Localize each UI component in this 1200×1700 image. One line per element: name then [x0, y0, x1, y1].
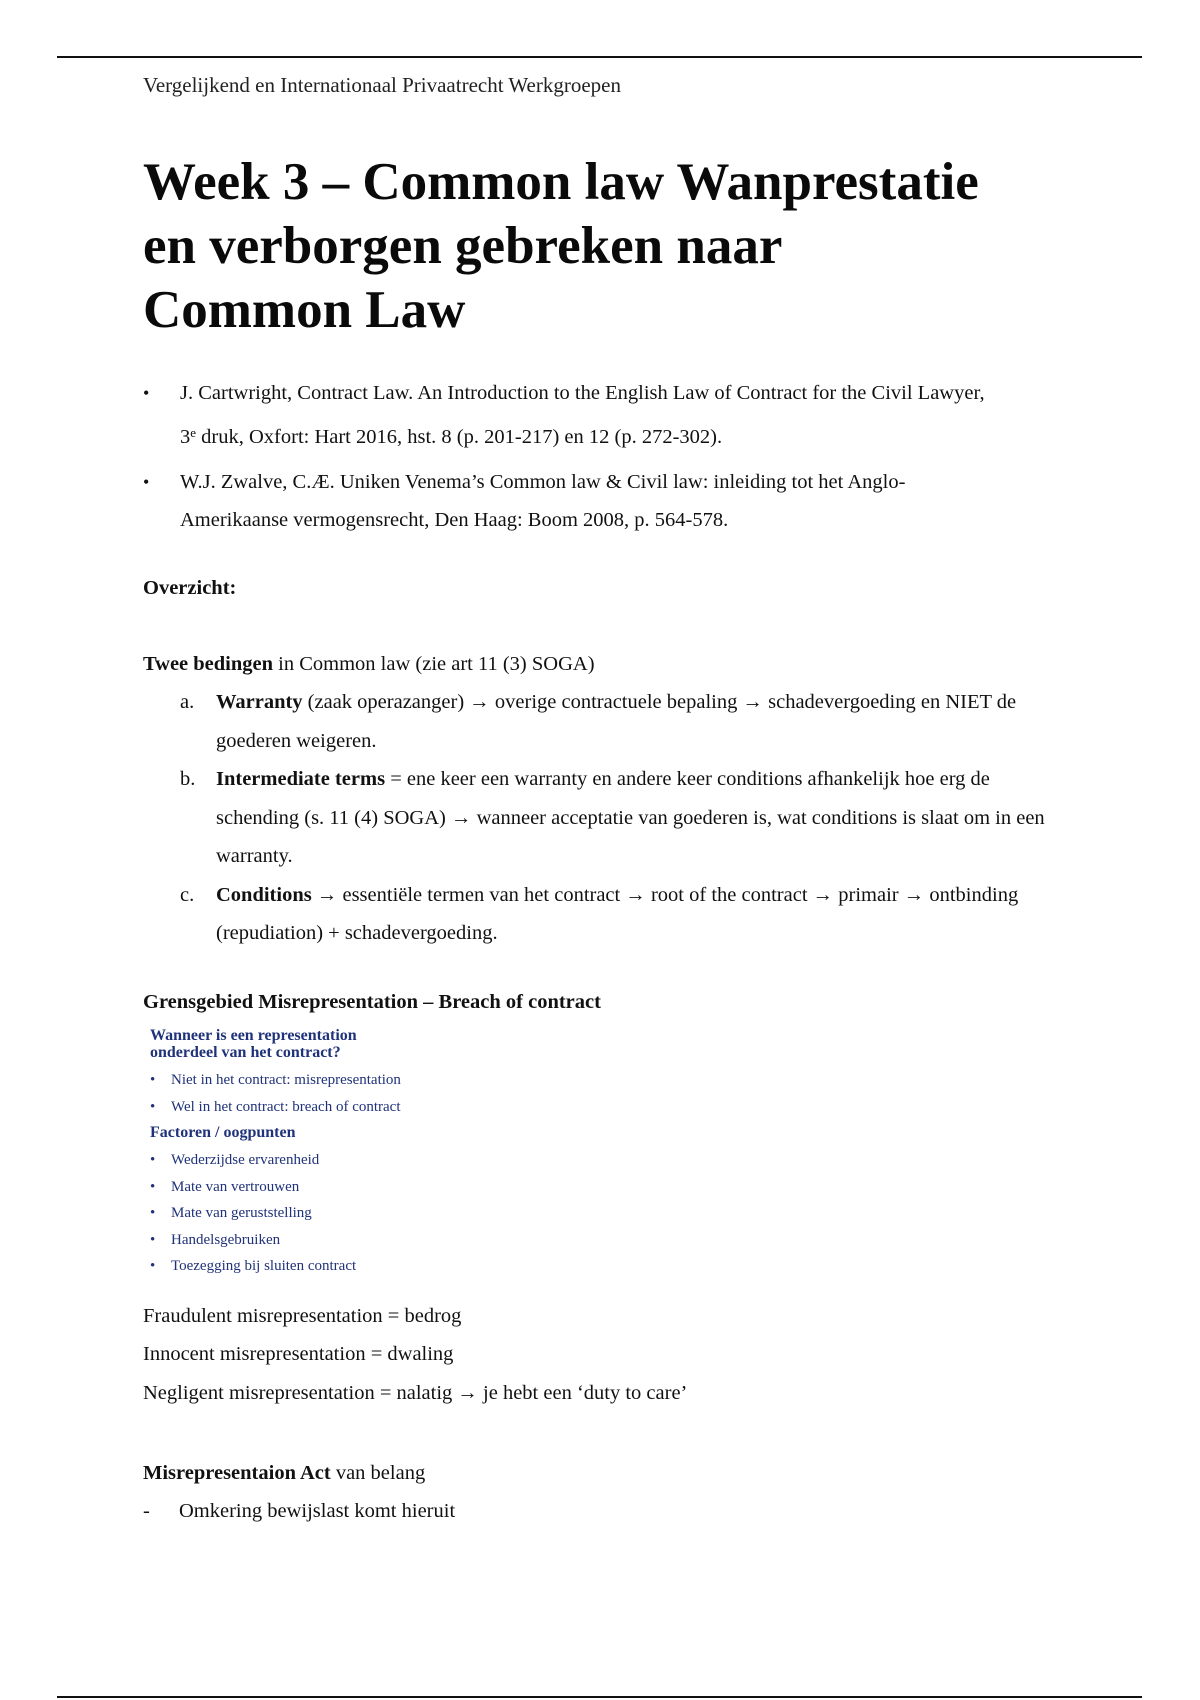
- reference-item: [143, 374, 1063, 463]
- title-line-3: Common Law: [143, 281, 466, 339]
- slide-factors-heading: Factoren / oogpunten: [150, 1123, 296, 1141]
- title-line-2: en verborgen gebreken naar: [143, 217, 783, 275]
- reference-line: 3e druk, Oxfort: Hart 2016, hst. 8 (p. 201-217) en 12 (p. 272-302).: [180, 425, 723, 448]
- act-heading: Misrepresentaion Act van belang: [143, 1462, 426, 1484]
- definition-line: Negligent misrepresentation = nalatig → je hebt een ‘duty to care’: [143, 1381, 688, 1404]
- overzicht-heading: Overzicht:: [143, 577, 237, 599]
- reference-line: J. Cartwright, Contract Law. An Introduction to the English Law of Contract for the Civil Lawyer,: [180, 382, 985, 404]
- title-line-1: Week 3 – Common law Wanprestatie: [143, 153, 979, 211]
- slide-bullet-item: • Wederzijdse ervarenheid: [150, 1151, 320, 1168]
- slide-bullet-item: • Mate van vertrouwen: [150, 1178, 300, 1195]
- bedingen-heading: Twee bedingen in Common law (zie art 11 (3) SOGA): [143, 653, 595, 675]
- embedded-slide-image: [143, 1025, 473, 1287]
- list-item: b. Intermediate terms = ene keer een warranty en andere keer conditions afhankelijk hoe erg de schending (s. 11 (4) SOGA) → wanneer acceptatie van goederen is, wat conditions is slaat om in een warranty.: [180, 768, 1045, 867]
- reference-line: Amerikaanse vermogensrecht, Den Haag: Boom 2008, p. 564-578.: [180, 509, 729, 531]
- reference-list: [143, 374, 1063, 539]
- running-header: Vergelijkend en Internationaal Privaatrecht Werkgroepen: [143, 73, 622, 97]
- list-item: c. Conditions → essentiële termen van het contract → root of the contract → primair → ontbinding (repudiation) + schadevergoeding.: [180, 883, 1019, 944]
- slide-bullet-item: • Mate van geruststelling: [150, 1204, 312, 1221]
- reference-item: [143, 463, 1063, 539]
- top-rule: [57, 56, 1142, 58]
- definition-line: Innocent misrepresentation = dwaling: [143, 1343, 454, 1365]
- bottom-rule: [57, 1696, 1142, 1698]
- bullet: •: [143, 472, 150, 492]
- slide-bullet-item: • Toezegging bij sluiten contract: [150, 1257, 357, 1274]
- bedingen-list: [143, 683, 1063, 953]
- slide-bullet-item: • Wel in het contract: breach of contract: [150, 1098, 401, 1115]
- slide-bullet-item: • Handelsgebruiken: [150, 1231, 281, 1248]
- misrepresentation-definitions: [143, 1297, 1063, 1413]
- document-page: [143, 68, 1063, 1530]
- list-item: - Omkering bewijslast komt hieruit: [143, 1500, 456, 1522]
- bullet: •: [143, 383, 150, 403]
- definition-line: Fraudulent misrepresentation = bedrog: [143, 1304, 462, 1327]
- slide-question: Wanneer is een representation onderdeel van het contract?: [150, 1026, 357, 1061]
- slide-bullet-item: • Niet in het contract: misrepresentation: [150, 1071, 401, 1088]
- grensgebied-heading: Grensgebied Misrepresentation – Breach of contract: [143, 990, 601, 1013]
- list-item: a. Warranty (zaak operazanger) → overige contractuele bepaling → schadevergoeding en NIET de goederen weigeren.: [180, 691, 1017, 752]
- page-title: [143, 150, 1063, 342]
- reference-line: W.J. Zwalve, C.Æ. Uniken Venema’s Common law & Civil law: inleiding tot het Anglo-: [180, 471, 906, 493]
